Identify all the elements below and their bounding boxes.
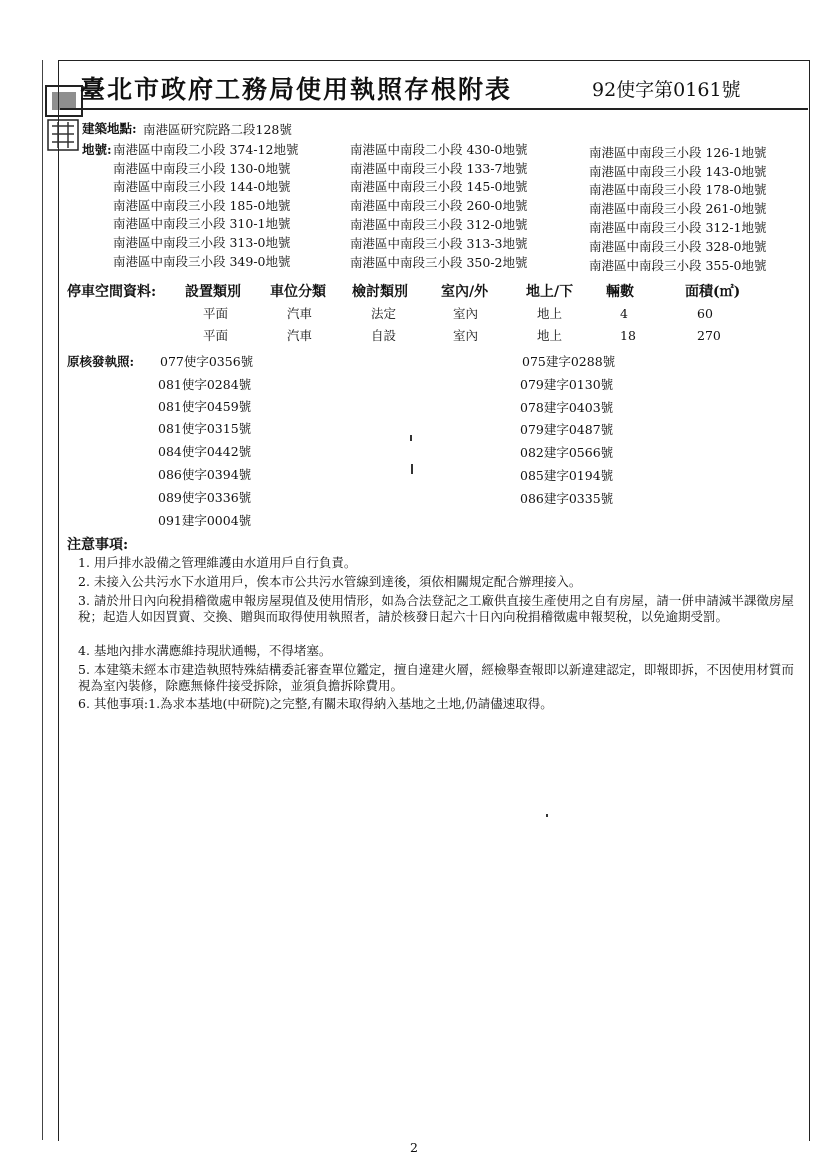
permit-item: 091建字0004號 (158, 513, 252, 528)
parcel-item: 南港區中南段三小段 185-0地號 (113, 198, 291, 213)
parcel-item: 南港區中南段三小段 144-0地號 (113, 179, 291, 194)
permit-item: 081使字0284號 (158, 377, 252, 392)
left-margin-line (42, 60, 43, 1140)
parking-cell: 室內 (453, 306, 479, 321)
permit-item: 075建字0288號 (522, 354, 616, 369)
parking-cell: 270 (697, 328, 721, 343)
permit-item: 085建字0194號 (520, 468, 614, 483)
site-label: 建築地點: (82, 121, 137, 136)
note-item: 2. 未接入公共污水下水道用戶，俟本市公共污水管線到達後，須依相關規定配合辦理接入。 (78, 574, 582, 589)
parking-header: 輛數 (606, 284, 634, 300)
parcel-item: 南港區中南段三小段 178-0地號 (589, 182, 767, 197)
parking-header: 面積(㎡) (685, 284, 741, 300)
parcel-item: 南港區中南段三小段 313-3地號 (350, 236, 528, 251)
permit-item: 084使字0442號 (158, 444, 252, 459)
permit-item: 082建字0566號 (520, 445, 614, 460)
permit-item: 081使字0315號 (158, 421, 252, 436)
parcel-item: 南港區中南段三小段 261-0地號 (589, 201, 767, 216)
title-divider (60, 108, 808, 110)
parcel-item: 南港區中南段三小段 310-1地號 (113, 216, 291, 231)
note-item: 6. 其他事項:1.為求本基地(中研院)之完整,有關未取得納入基地之土地,仍請儘速取得。 (78, 696, 553, 711)
parking-header: 地上/下 (526, 284, 574, 300)
parking-cell: 室內 (453, 328, 479, 343)
parking-header: 室內/外 (441, 284, 489, 300)
permit-item: 079建字0130號 (520, 377, 614, 392)
parcel-item: 南港區中南段三小段 355-0地號 (589, 258, 767, 273)
parcel-item: 南港區中南段三小段 328-0地號 (589, 239, 767, 254)
note-item: 5. 本建築未經本市建造執照特殊結構委託審查單位鑑定，擅自違建火層，經檢舉查報即以新違建認定，即報即拆，不因使用材質而視為室內裝修，除應無條件接受拆除，並須負擔拆除費用。 (78, 662, 794, 693)
permit-item: 078建字0403號 (520, 400, 614, 415)
parcel-item: 南港區中南段三小段 126-1地號 (589, 145, 767, 160)
parking-header: 設置類別 (185, 284, 241, 300)
note-item: 1. 用戶排水設備之管理維護由水道用戶自行負責。 (78, 555, 357, 570)
parking-label: 停車空間資料: (67, 284, 157, 300)
parking-cell: 平面 (203, 306, 229, 321)
notes-heading: 注意事項: (67, 537, 129, 553)
parcel-item: 南港區中南段三小段 260-0地號 (350, 198, 528, 213)
parcel-item: 南港區中南段二小段 374-12地號 (113, 142, 299, 157)
parking-cell: 汽車 (287, 306, 313, 321)
original-permits-label: 原核發執照: (67, 354, 135, 369)
note-item: 4. 基地內排水溝應維持現狀通暢，不得堵塞。 (78, 643, 332, 658)
scan-speck (411, 464, 413, 474)
parcel-item: 南港區中南段三小段 145-0地號 (350, 179, 528, 194)
permit-item: 081使字0459號 (158, 399, 252, 414)
permit-item: 086建字0335號 (520, 491, 614, 506)
scan-speck (410, 435, 412, 441)
parcel-item: 南港區中南段三小段 130-0地號 (113, 161, 291, 176)
parking-cell: 地上 (537, 306, 563, 321)
parking-cell: 地上 (537, 328, 563, 343)
parking-cell: 18 (620, 328, 636, 343)
parcel-label: 地號: (82, 142, 112, 157)
parking-cell: 平面 (203, 328, 229, 343)
parking-cell: 汽車 (287, 328, 313, 343)
parking-cell: 4 (620, 306, 628, 321)
permit-item: 086使字0394號 (158, 467, 252, 482)
permit-item: 089使字0336號 (158, 490, 252, 505)
page-title: 臺北市政府工務局使用執照存根附表 (80, 75, 513, 104)
document-number: 92使字第0161號 (592, 79, 741, 101)
permit-item: 079建字0487號 (520, 422, 614, 437)
scan-speck (546, 814, 548, 817)
parcel-item: 南港區中南段二小段 430-0地號 (350, 142, 528, 157)
note-item: 3. 請於卅日內向稅捐稽徵處申報房屋現值及使用情形，如為合法登記之工廠供直接生產使用之自有房屋，請一併申請減半課徵房屋稅；起造人如因買賣、交換、贈與而取得使用執照者，請於核發日起六十日內向稅捐稽徵處申報契稅，以免逾期受罰。 (78, 593, 794, 624)
parcel-item: 南港區中南段三小段 313-0地號 (113, 235, 291, 250)
parking-cell: 60 (697, 306, 713, 321)
stamp-mark (44, 84, 84, 154)
parking-header: 車位分類 (270, 284, 326, 300)
parcel-item: 南港區中南段三小段 312-1地號 (589, 220, 767, 235)
parcel-item: 南港區中南段三小段 349-0地號 (113, 254, 291, 269)
parking-header: 檢討類別 (352, 284, 408, 300)
parking-cell: 法定 (371, 306, 397, 321)
parcel-item: 南港區中南段三小段 350-2地號 (350, 255, 528, 270)
parcel-item: 南港區中南段三小段 312-0地號 (350, 217, 528, 232)
parcel-item: 南港區中南段三小段 133-7地號 (350, 161, 528, 176)
site-address: 南港區研究院路二段128號 (143, 122, 292, 137)
parcel-item: 南港區中南段三小段 143-0地號 (589, 164, 767, 179)
parking-cell: 自設 (371, 328, 397, 343)
page-number: 2 (410, 1140, 418, 1155)
permit-item: 077使字0356號 (160, 354, 254, 369)
